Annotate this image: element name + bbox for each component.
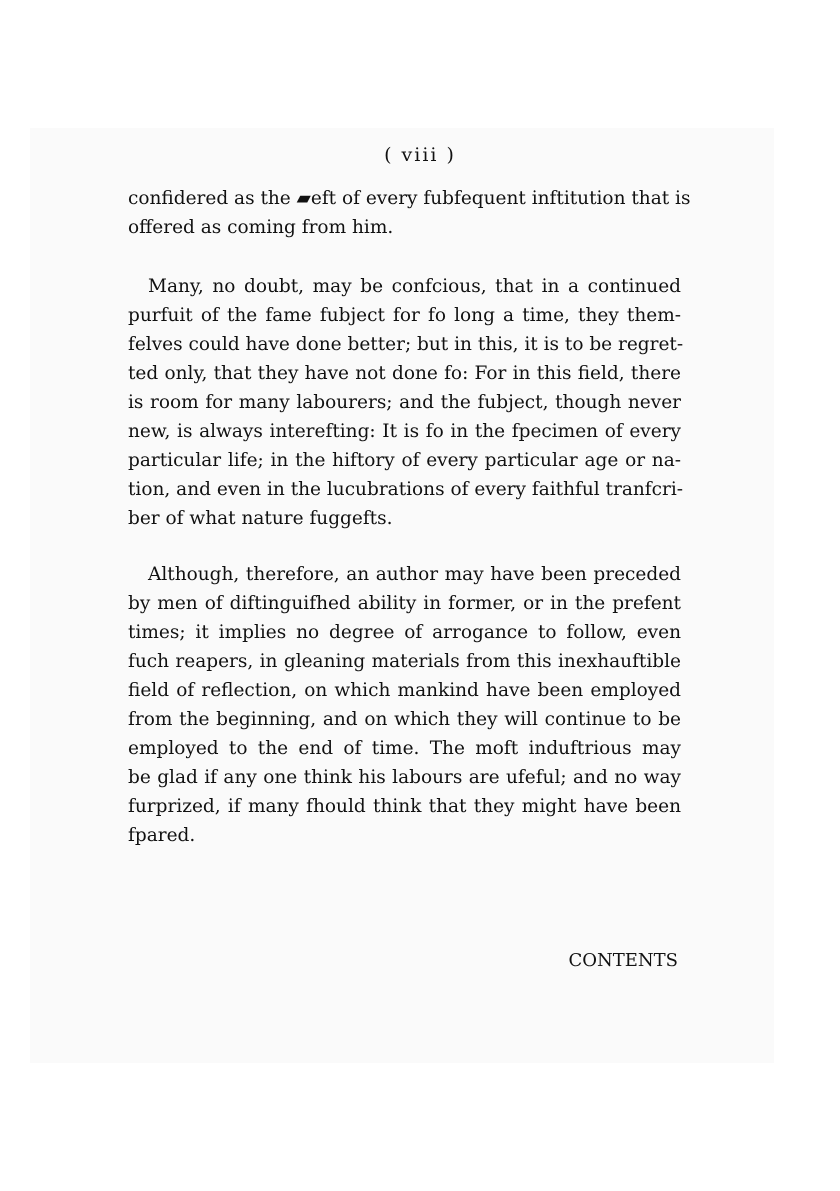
text-line: confidered as the ▰eft of every fubfequent inftitution that is <box>128 188 691 209</box>
text-line: ber of what nature fuggefts. <box>128 508 393 529</box>
paragraph-3 <box>128 560 681 850</box>
text-line: ted only, that they have not done fo: For in this field, there <box>128 363 681 384</box>
page-number-header: ( viii ) <box>384 144 456 166</box>
text-line: field of reflection, on which mankind have been employed <box>128 680 681 701</box>
text-line: fpared. <box>128 825 196 846</box>
text-line: fuch reapers, in gleaning materials from this inexhauftible <box>128 651 681 672</box>
text-line: Although, therefore, an author may have been preceded <box>148 564 681 585</box>
text-line: times; it implies no degree of arrogance to follow, even <box>128 622 681 643</box>
text-line: new, is always interefting: It is fo in the fpecimen of every <box>128 421 681 442</box>
paragraph-2 <box>128 272 684 533</box>
text-line: is room for many labourers; and the fubject, though never <box>128 392 681 413</box>
text-line: Many, no doubt, may be confcious, that in a continued <box>148 276 681 297</box>
text-line: purfuit of the fame fubject for fo long a time, they them- <box>128 305 681 326</box>
catchword: CONTENTS <box>568 950 678 971</box>
text-line: furprized, if many fhould think that they might have been <box>128 796 681 817</box>
text-line: from the beginning, and on which they will continue to be <box>128 709 681 730</box>
text-line: be glad if any one think his labours are ufeful; and no way <box>128 767 681 788</box>
text-line: tion, and even in the lucubrations of every faithful tranfcri- <box>128 479 683 500</box>
text-line: employed to the end of time. The moft induftrious may <box>128 738 681 759</box>
paragraph-1 <box>128 184 691 242</box>
text-line: offered as coming from him. <box>128 217 394 238</box>
text-line: by men of diftinguifhed ability in former, or in the prefent <box>128 593 681 614</box>
text-line: particular life; in the hiftory of every particular age or na- <box>128 450 681 471</box>
text-line: felves could have done better; but in this, it is to be regret- <box>128 334 684 355</box>
